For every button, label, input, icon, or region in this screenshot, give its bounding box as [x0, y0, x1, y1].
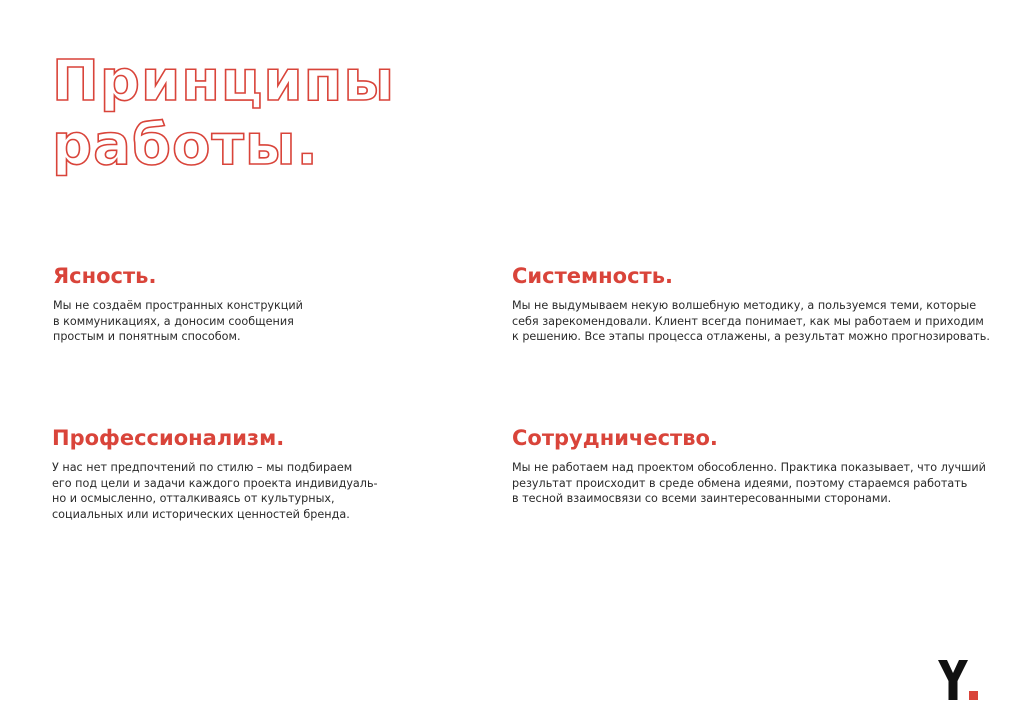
principle-heading: Профессионализм. — [52, 426, 285, 450]
principle-description-line: к решению. Все этапы процесса отлажены, а результат можно прогнозировать. — [512, 330, 990, 343]
principle-heading: Ясность. — [53, 264, 157, 288]
principle-description-line: Мы не работаем над проектом обособленно. Практика показывает, что лучший — [512, 461, 986, 474]
principle-clarity — [53, 264, 303, 345]
principle-systematic — [512, 264, 990, 345]
principle-description — [53, 298, 303, 345]
principle-description-line: его под цели и задачи каждого проекта индивидуаль- — [52, 476, 378, 490]
principle-description-line: результат происходит в среде обмена идеями, поэтому стараемся работать — [512, 476, 968, 490]
page-title-line-2: работы. — [52, 113, 319, 178]
page-title — [52, 50, 395, 178]
principle-description-line: в тесной взаимосвязи со всеми заинтересованными сторонами. — [512, 492, 892, 505]
principle-description-line: У нас нет предпочтений по стилю – мы подбираем — [52, 461, 353, 474]
principle-description-line: себя зарекомендовали. Клиент всегда понимает, как мы работаем и приходим — [512, 314, 984, 328]
principle-description — [52, 460, 378, 522]
logo-dot — [969, 691, 978, 700]
principle-description-line: Мы не создаём пространных конструкций — [53, 299, 303, 312]
page-title-line-1: Принципы — [52, 49, 395, 114]
principle-professionalism — [52, 426, 378, 522]
principle-heading: Сотрудничество. — [512, 426, 718, 450]
principle-description — [512, 298, 990, 345]
principle-cooperation — [512, 426, 986, 507]
principle-description — [512, 460, 986, 507]
logo-letter-y — [938, 660, 968, 700]
principle-description-line: социальных или исторических ценностей бренда. — [52, 507, 350, 521]
principle-description-line: но и осмысленно, отталкиваясь от культурных, — [52, 492, 335, 505]
principle-description-line: Мы не выдумываем некую волшебную методику, а пользуемся теми, которые — [512, 299, 977, 312]
principle-description-line: простым и понятным способом. — [53, 330, 241, 343]
brand-logo — [938, 660, 978, 700]
principle-description-line: в коммуникациях, а доносим сообщения — [53, 314, 294, 328]
principle-heading: Системность. — [512, 264, 673, 288]
